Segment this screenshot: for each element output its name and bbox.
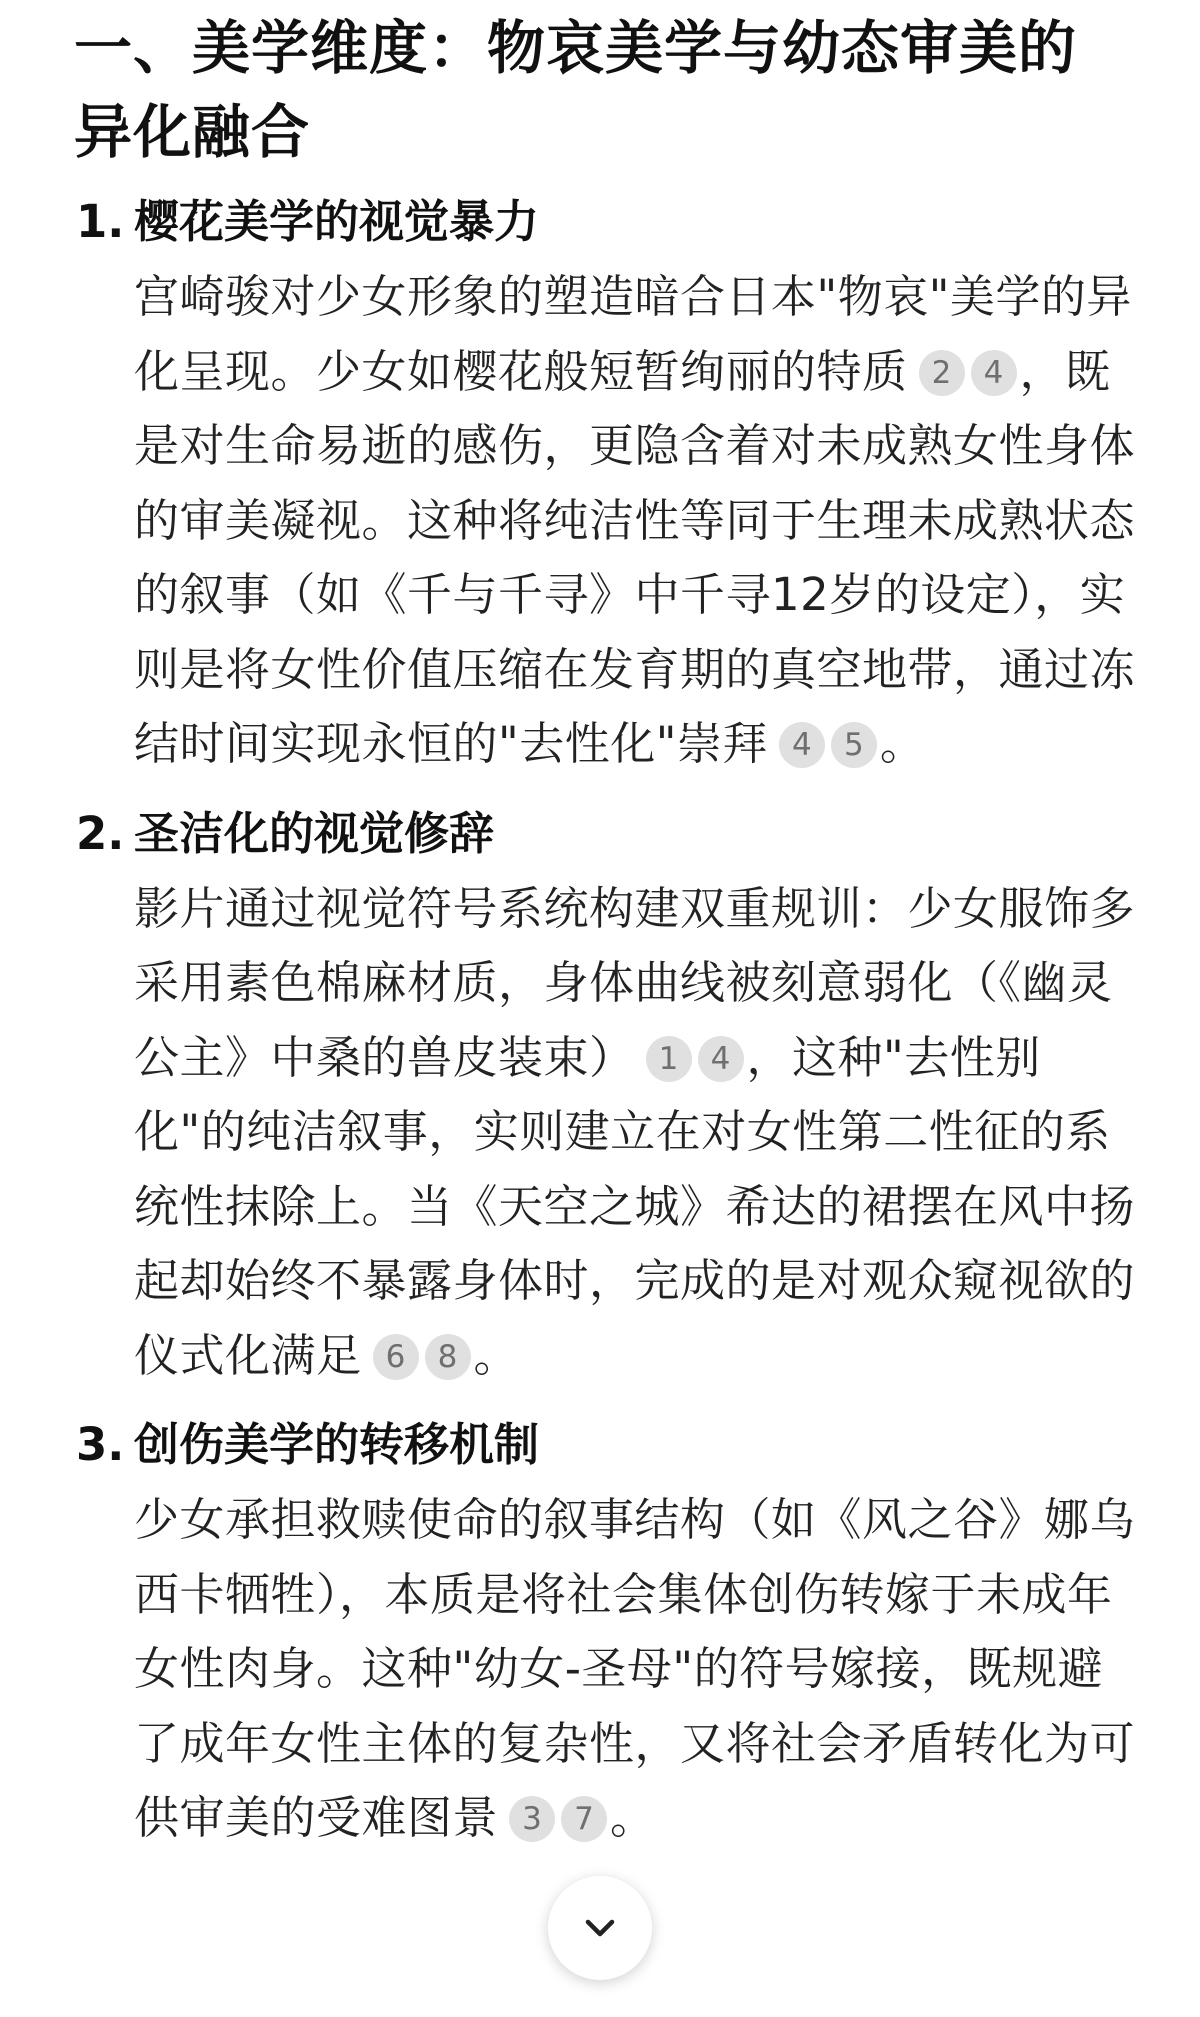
citation-badge[interactable]: 2	[919, 350, 965, 396]
citation-badge[interactable]: 5	[831, 722, 877, 768]
list-item-number: 2.	[76, 806, 125, 860]
body-text: 。	[879, 717, 926, 770]
citation-badge[interactable]: 4	[698, 1036, 744, 1082]
citation-badge[interactable]: 4	[971, 350, 1017, 396]
list-item	[74, 796, 1134, 1394]
body-text: ，这种"去性别化"的纯洁叙事，实则建立在对女性第二性征的系统性抹除上。当《天空之城》希达的裙摆在风中扬起却始终不暴露身体时，完成的是对观众窥视欲的仪式化满足	[134, 1030, 1136, 1382]
citation-badge[interactable]: 8	[425, 1334, 471, 1380]
citation-badge[interactable]: 7	[561, 1796, 607, 1842]
list-item	[74, 184, 1134, 782]
body-text: 。	[610, 1791, 656, 1844]
body-text: 宫崎骏对少女形象的塑造暗合日本"物哀"美学的异化呈现。少女如樱花般短暂绚丽的特质	[134, 270, 1132, 398]
list-item-title: 创伤美学的转移机制	[134, 1418, 540, 1471]
body-text: ，既是对生命易逝的感伤，更隐含着对未成熟女性身体的审美凝视。这种将纯洁性等同于生理未成熟状态的叙事（如《千与千寻》中千寻12岁的设定），实则是将女性价值压缩在发育期的真空地带，通过冻结时间实现永恒的"去性化"崇拜	[134, 344, 1136, 770]
citation-badge[interactable]: 4	[779, 722, 825, 768]
list-item-body	[134, 1483, 1144, 1856]
citation-group	[370, 1329, 474, 1382]
chevron-down-icon	[580, 1908, 620, 1948]
list-item	[74, 1407, 1134, 1856]
citation-group	[916, 345, 1020, 398]
article-content	[74, 0, 1134, 1870]
list-item-number: 3.	[76, 1418, 125, 1471]
list-item-number: 1.	[76, 195, 125, 248]
citation-group	[643, 1031, 747, 1084]
citation-badge[interactable]: 3	[509, 1796, 555, 1842]
body-text: 。	[473, 1328, 520, 1382]
list-item-title: 圣洁化的视觉修辞	[134, 806, 495, 860]
body-text: 少女承担救赎使命的叙事结构（如《风之谷》娜乌西卡牺牲），本质是将社会集体创伤转嫁于未成年女性肉身。这种"幼女-圣母"的符号嫁接，既规避了成年女性主体的复杂性，又将社会矛盾转化为可供审美的受难图景	[134, 1493, 1136, 1844]
citation-badge[interactable]: 1	[646, 1036, 692, 1082]
numbered-list	[74, 184, 1134, 1856]
list-item-title: 樱花美学的视觉暴力	[134, 195, 540, 248]
citation-group	[776, 717, 880, 770]
section-heading: 一、美学维度：物哀美学与幼态审美的异化融合	[74, 14, 1078, 166]
list-item-body	[134, 260, 1144, 782]
list-item-body	[134, 872, 1144, 1394]
citation-badge[interactable]: 6	[373, 1334, 419, 1380]
scroll-down-button[interactable]	[548, 1876, 652, 1980]
citation-group	[506, 1791, 610, 1844]
body-text: 影片通过视觉符号系统构建双重规训：少女服饰多采用素色棉麻材质，身体曲线被刻意弱化（《幽灵公主》中桑的兽皮装束）	[134, 881, 1136, 1084]
